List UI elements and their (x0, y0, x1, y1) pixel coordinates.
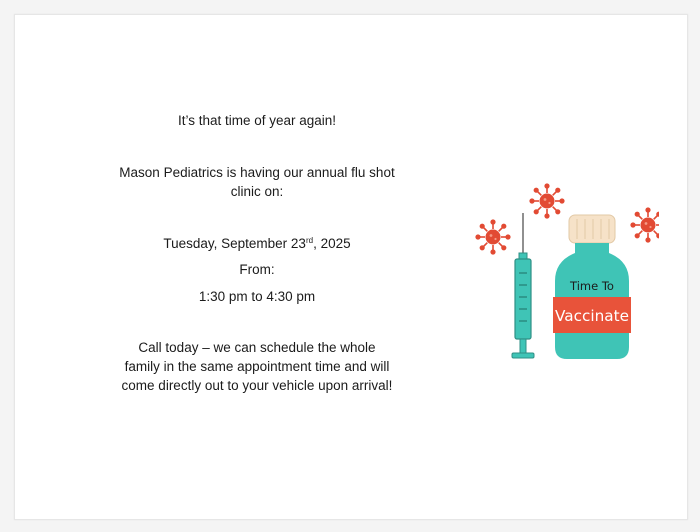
date-prefix: Tuesday, September 23 (163, 236, 306, 251)
intro-line: It’s that time of year again! (177, 113, 337, 128)
announcement-line: Mason Pediatrics is having our annual flu shot clinic on: (119, 165, 395, 199)
vaccine-bottle-icon (553, 215, 631, 359)
from-label: From: (239, 262, 275, 277)
date-ordinal: rd (305, 236, 314, 245)
date-year: , 2025 (313, 236, 351, 251)
virus-icon (476, 220, 510, 254)
clinic-time: 1:30 pm to 4:30 pm (198, 289, 316, 304)
vaccine-illustration (459, 169, 659, 369)
virus-icon (530, 184, 564, 218)
bottle-label-top: Time To (570, 279, 614, 293)
bottle-label-bottom: Vaccinate (555, 307, 629, 325)
virus-icon (631, 208, 659, 242)
syringe-icon (512, 213, 534, 358)
call-to-action: Call today – we can schedule the whole family in the same appointment time and will come directly out to your vehicle upon arrival! (121, 340, 393, 393)
clinic-date (119, 234, 395, 253)
flyer-page (14, 14, 688, 520)
